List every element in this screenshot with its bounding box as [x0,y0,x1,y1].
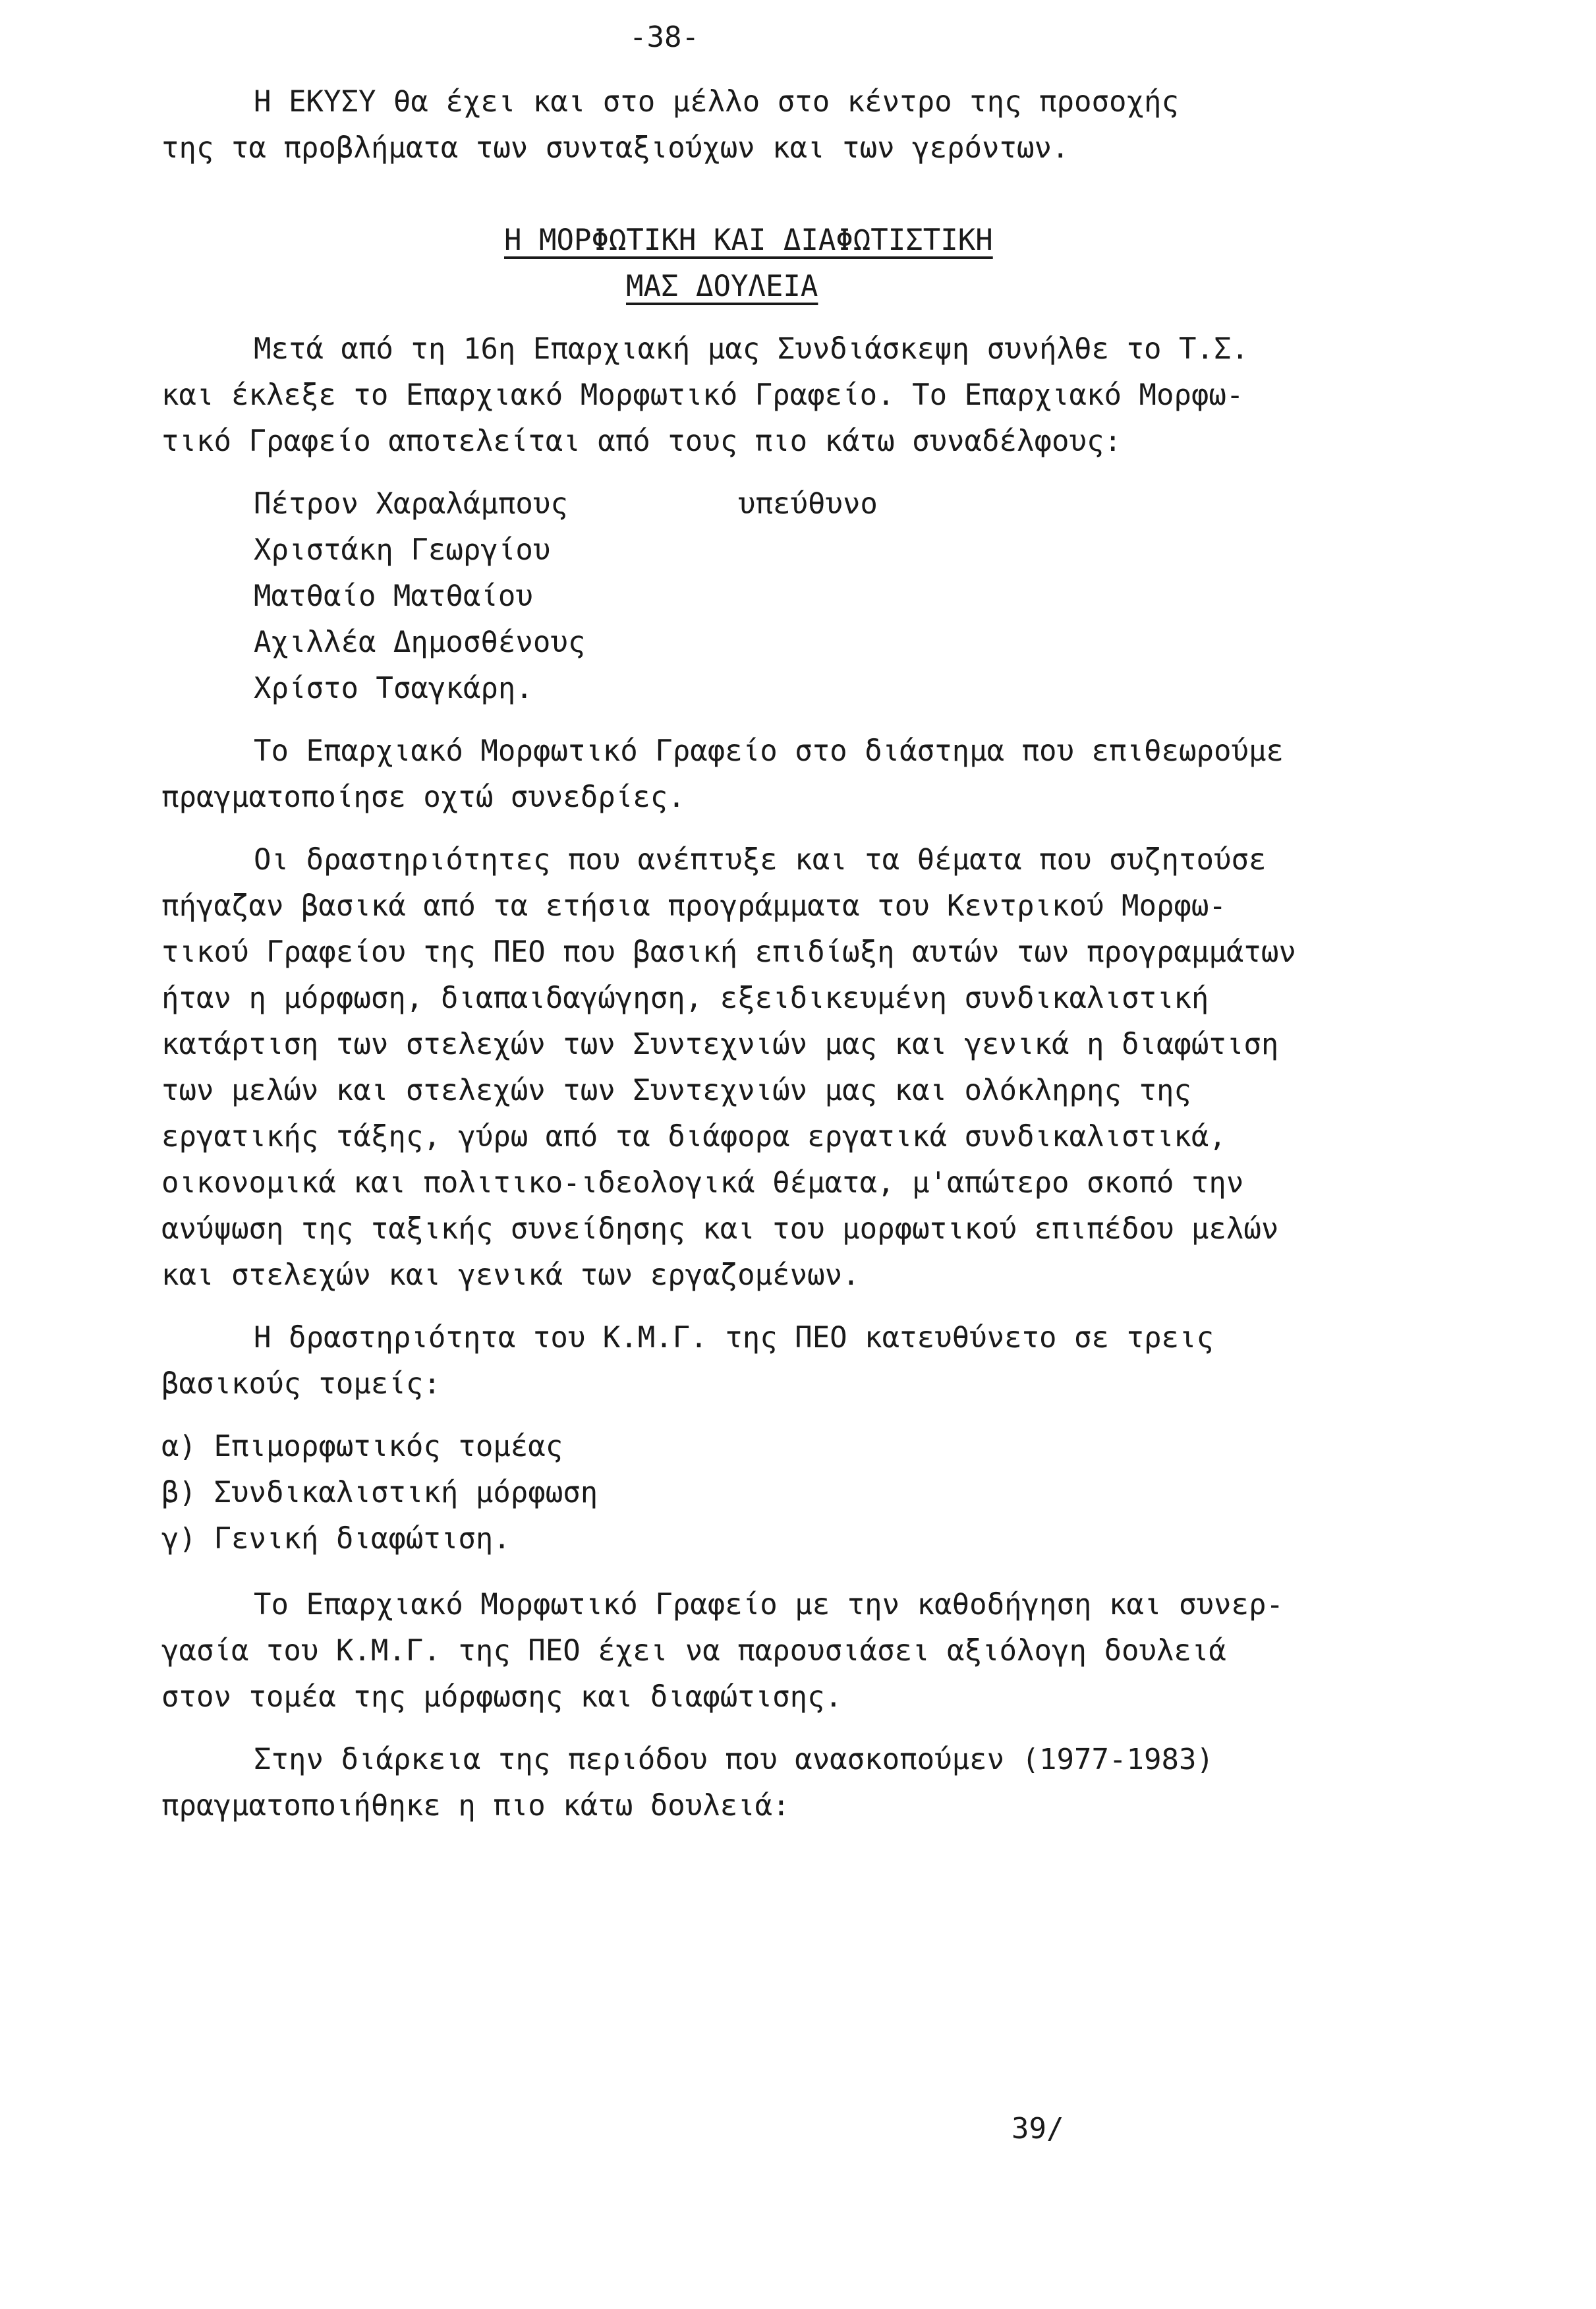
member-name: Αχιλλέα Δημοσθένους [254,626,586,659]
member-name: Χριστάκη Γεωργίου [254,533,551,567]
member-name: Χρίστο Τσαγκάρη. [254,672,533,705]
para3-line-8: οικονομικά και πολιτικο-ιδεολογικά θέματα, μ'απώτερο σκοπό την [161,1166,1244,1200]
page-number-header: -38- [629,20,699,54]
para3-line-7: εργατικής τάξης, γύρω από τα διάφορα εργατικά συνδικαλιστικά, [161,1120,1226,1154]
para3-line-4: ήταν η μόρφωση, διαπαιδαγώγηση, εξειδικευμένη συνδικαλιστική [161,981,1209,1015]
intro-line-2: της τα προβλήματα των συνταξιούχων και των γερόντων. [161,131,1069,165]
member-name: Ματθαίο Ματθαίου [254,579,533,613]
member-role: υπεύθυνο [738,487,878,521]
para2-line-2: πραγματοποίησε οχτώ συνεδρίες. [161,780,685,814]
intro-line-1: Η ΕΚΥΣΥ θα έχει και στο μέλλο στο κέντρο της προσοχής [254,85,1179,119]
sector-item: α) Επιμορφωτικός τομέας [161,1430,563,1463]
para3-line-3: τικού Γραφείου της ΠΕΟ που βασική επιδίωξη αυτών των προγραμμάτων [161,935,1296,969]
para1-line-3: τικό Γραφείο αποτελείται από τους πιο κάτω συναδέλφους: [161,424,1122,458]
para3-line-2: πήγαζαν βασικά από τα ετήσια προγράμματα του Κεντρικού Μορφω- [161,889,1226,923]
para5-line-1: Το Επαρχιακό Μορφωτικό Γραφείο με την καθοδήγηση και συνερ- [254,1588,1284,1622]
section-title-line-2: ΜΑΣ ΔΟΥΛΕΙΑ [626,270,818,303]
page-number-footer: 39/ [1012,2112,1064,2146]
para6-line-1: Στην διάρκεια της περιόδου που ανασκοπούμεν (1977-1983) [254,1743,1214,1776]
para5-line-2: γασία του Κ.Μ.Γ. της ΠΕΟ έχει να παρουσιάσει αξιόλογη δουλειά [161,1634,1226,1668]
para5-line-3: στον τομέα της μόρφωσης και διαφώτισης. [161,1680,843,1714]
para3-line-9: ανύψωση της ταξικής συνείδησης και του μορφωτικού επιπέδου μελών [161,1212,1279,1246]
para1-line-1: Μετά από τη 16η Επαρχιακή μας Συνδιάσκεψη συνήλθε το Τ.Σ. [254,332,1249,366]
section-title-line-1: Η ΜΟΡΦΩΤΙΚΗ ΚΑΙ ΔΙΑΦΩΤΙΣΤΙΚΗ [504,223,993,257]
para3-line-5: κατάρτιση των στελεχών των Συντεχνιών μας και γενικά η διαφώτιση [161,1028,1279,1061]
para3-line-6: των μελών και στελεχών των Συντεχνιών μας και ολόκληρης της [161,1074,1191,1107]
sector-item: β) Συνδικαλιστική μόρφωση [161,1476,598,1509]
member-name: Πέτρον Χαραλάμπους [254,487,568,521]
para1-line-2: και έκλεξε το Επαρχιακό Μορφωτικό Γραφείο. Το Επαρχιακό Μορφω- [161,378,1244,412]
para6-line-2: πραγματοποιήθηκε η πιο κάτω δουλειά: [161,1789,790,1823]
para3-line-1: Οι δραστηριότητες που ανέπτυξε και τα θέματα που συζητούσε [254,843,1267,877]
para2-line-1: Το Επαρχιακό Μορφωτικό Γραφείο στο διάστημα που επιθεωρούμε [254,734,1284,768]
para4-line-1: Η δραστηριότητα του Κ.Μ.Γ. της ΠΕΟ κατευθύνετο σε τρεις [254,1321,1214,1355]
para4-line-2: βασικούς τομείς: [161,1367,441,1401]
sector-item: γ) Γενική διαφώτιση. [161,1522,511,1556]
para3-line-10: και στελεχών και γενικά των εργαζομένων. [161,1258,860,1292]
